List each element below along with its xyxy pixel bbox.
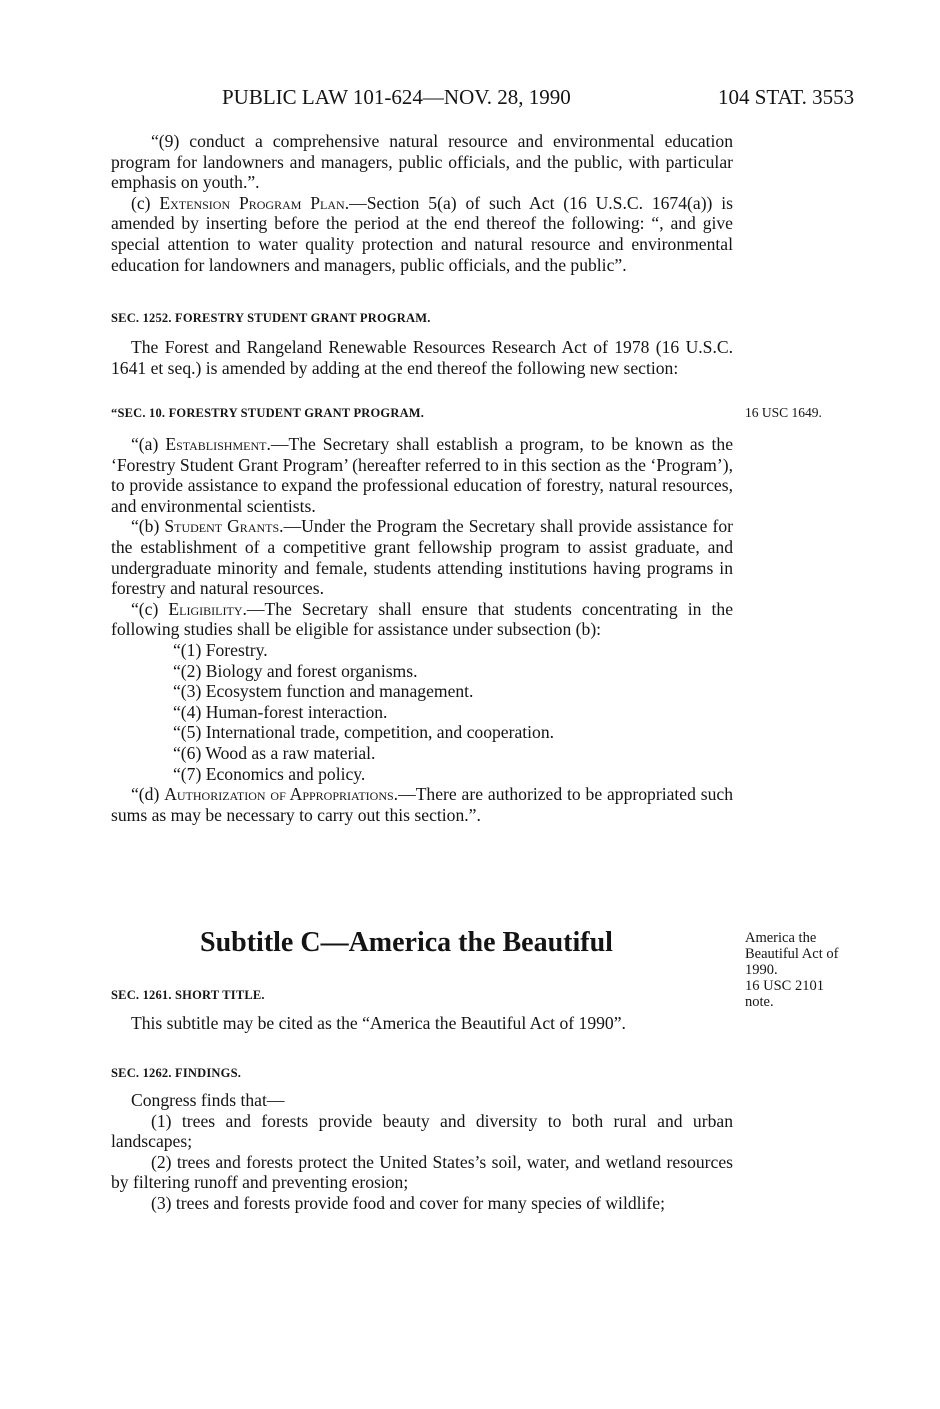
subsection-heading: Authorization of Appropriations. xyxy=(164,784,399,805)
margin-note-line: 1990. xyxy=(745,962,778,978)
subsection-label: “(a) xyxy=(131,434,166,454)
subsection-label: “(b) xyxy=(131,516,165,537)
list-item: “(5) International trade, competition, and cooperation. xyxy=(173,722,555,743)
subsection-heading: Establishment. xyxy=(165,434,271,454)
subsection-a xyxy=(111,434,733,516)
subsection-label: “(c) xyxy=(131,598,169,619)
subsection-c xyxy=(111,599,733,640)
section-1261-heading: SEC. 1261. SHORT TITLE. xyxy=(111,988,265,1002)
subsection-b xyxy=(111,516,733,598)
list-item: “(6) Wood as a raw material. xyxy=(173,742,376,763)
margin-note-line: America the xyxy=(745,930,817,946)
finding-item: (1) trees and forests provide beauty and diversity to both rural and urban landscapes; xyxy=(111,1110,733,1152)
section-10-body xyxy=(111,434,733,825)
margin-note-america-beautiful xyxy=(745,930,875,1010)
paragraph-9: “(9) conduct a comprehensive natural resource and environmental education program for landowners and managers, public officials, and the public, with particular emphasis on youth.”. xyxy=(111,131,733,193)
subtitle-c-heading: Subtitle C—America the Beautiful xyxy=(200,927,613,958)
margin-note-line: Beautiful Act of xyxy=(745,946,839,962)
subsection-text: —There are authorized to be appropriated such sums as may be necessary to carry out this section.”. xyxy=(111,784,733,825)
running-header-page: 104 STAT. 3553 xyxy=(718,85,855,109)
margin-note-line: note. xyxy=(745,994,774,1010)
subsection-heading: Eligibility. xyxy=(168,598,247,619)
section-1261-text: This subtitle may be cited as the “America the Beautiful Act of 1990”. xyxy=(131,1013,626,1033)
finding-item: (3) trees and forests provide food and cover for many species of wildlife; xyxy=(151,1192,665,1213)
subsection-text: —Under the Program the Secretary shall provide assistance for the establishment of a competitive grant fellowship program to assist graduate, and undergraduate minority and female, students attending institutions having programs in forestry and natural resources. xyxy=(111,516,733,599)
section-10-heading: “SEC. 10. FORESTRY STUDENT GRANT PROGRAM. xyxy=(111,406,425,420)
list-item: “(7) Economics and policy. xyxy=(173,763,366,784)
margin-note-16usc1649: 16 USC 1649. xyxy=(745,405,822,420)
margin-note-line: 16 USC 2101 xyxy=(745,978,824,994)
subsection-c-extension xyxy=(111,193,733,275)
list-item: “(3) Ecosystem function and management. xyxy=(173,681,474,702)
section-1262-heading: SEC. 1262. FINDINGS. xyxy=(111,1066,242,1080)
findings-intro: Congress finds that— xyxy=(131,1090,285,1110)
running-header-title: PUBLIC LAW 101-624—NOV. 28, 1990 xyxy=(222,85,571,109)
subsection-label: “(d) xyxy=(131,784,165,805)
list-item: “(2) Biology and forest organisms. xyxy=(173,660,418,681)
subsection-text: —The Secretary shall establish a program, to be known as the ‘Forestry Student Grant Program’ (hereafter referred to in this section as the ‘Program’), to provide assistance to expand the professional education of forestry, natural resources, and environmental scientists. xyxy=(111,434,734,516)
section-1262-body xyxy=(111,1090,733,1214)
section-1252-body xyxy=(111,337,733,378)
list-item: “(4) Human-forest interaction. xyxy=(173,701,388,722)
subsection-heading: Extension Program Plan. xyxy=(159,192,350,213)
subsection-d xyxy=(111,784,733,825)
finding-item: (2) trees and forests protect the United States’s soil, water, and wetland resources by filtering runoff and preventing erosion; xyxy=(111,1151,733,1193)
section-1261-body xyxy=(111,1013,733,1034)
top-block xyxy=(111,131,733,275)
list-item: “(1) Forestry. xyxy=(173,639,268,660)
subsection-label: (c) xyxy=(131,192,160,213)
section-1252-heading: SEC. 1252. FORESTRY STUDENT GRANT PROGRAM. xyxy=(111,311,431,325)
section-1252-text: The Forest and Rangeland Renewable Resources Research Act of 1978 (16 U.S.C. 1641 et seq.) is amended by adding at the end thereof the following new section: xyxy=(111,337,733,378)
subsection-text: —Section 5(a) of such Act (16 U.S.C. 1674(a)) is amended by inserting before the period at the end thereof the following: “, and give special attention to water quality protection and natural resource and environmental education for landowners and managers, public officials, and the public”. xyxy=(111,192,733,275)
subsection-text: —The Secretary shall ensure that students concentrating in the following studies shall be eligible for assistance under subsection (b): xyxy=(111,598,733,640)
subsection-heading: Student Grants. xyxy=(164,516,284,537)
